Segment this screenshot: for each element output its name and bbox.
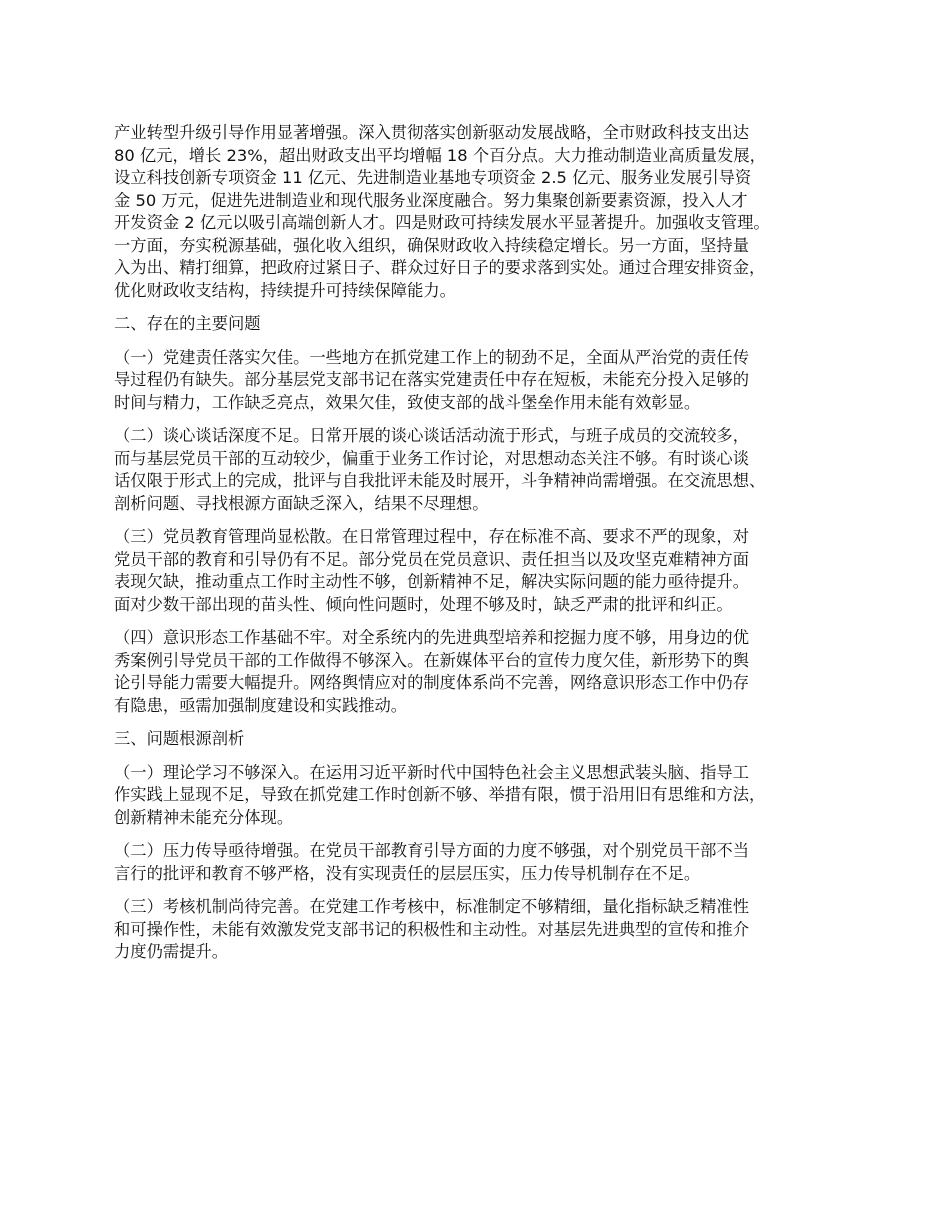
paragraph-line: 导过程仍有缺失。部分基层党支部书记在落实党建责任中存在短板，未能充分投入足够的 — [114, 370, 749, 389]
body-paragraph — [114, 896, 864, 964]
paragraph-line: 和可操作性，未能有效激发党支部书记的积极性和主动性。对基层先进典型的宣传和推介 — [114, 919, 749, 939]
body-paragraph — [114, 762, 864, 830]
body-paragraph — [114, 347, 864, 415]
paragraph-line: （三）考核机制尚待完善。在党建工作考核中，标准制定不够精细，量化指标缺乏精准性 — [114, 897, 749, 916]
paragraph-line: 金 50 万元，促进先进制造业和现代服务业深度融合。努力集聚创新要素资源，投入人才 — [114, 190, 748, 210]
section-heading: 三、问题根源剖析 — [114, 729, 245, 748]
body-paragraph — [114, 122, 864, 302]
paragraph-line: 剖析问题、寻找根源方面缺乏深入，结果不尽理想。 — [114, 493, 489, 513]
paragraph-line: 一方面，夯实税源基础，强化收入组织，确保财政收入持续稳定增长。另一方面，坚持量 — [114, 235, 749, 255]
paragraph-line: 论引导能力需要大幅提升。网络舆情应对的制度体系尚不完善，网络意识形态工作中仍存 — [114, 673, 749, 692]
paragraph-line: 80 亿元，增长 23%，超出财政支出平均增幅 18 个百分点。大力推动制造业高质量发展， — [114, 145, 766, 165]
paragraph-line: 言行的批评和教育不够严格，没有实现责任的层层压实，压力传导机制存在不足。 — [114, 863, 701, 883]
paragraph-line: （一）党建责任落实欠佳。一些地方在抓党建工作上的韧劲不足，全面从严治党的责任传 — [114, 347, 749, 367]
paragraph-line: （三）党员教育管理尚显松散。在日常管理过程中，存在标准不高、要求不严的现象，对 — [114, 527, 749, 546]
paragraph-line: 创新精神未能充分体现。 — [114, 807, 294, 827]
paragraph-line: 话仅限于形式上的完成，批评与自我批评未能及时展开，斗争精神尚需增强。在交流思想、 — [114, 471, 766, 490]
paragraph-line: 表现欠缺，推动重点工作时主动性不够，创新精神不足，解决实际问题的能力亟待提升。 — [114, 572, 749, 591]
body-paragraph — [114, 425, 864, 515]
paragraph-line: 面对少数干部出现的苗头性、倾向性问题时，处理不够及时，缺乏严肃的批评和纠正。 — [114, 594, 733, 614]
paragraph-line: 优化财政收支结构，持续提升可持续保障能力。 — [114, 280, 456, 300]
paragraph-line: 作实践上显现不足，导致在抓党建工作时创新不够、举措有限，惯于沿用旧有思维和方法， — [114, 785, 766, 804]
paragraph-line: 秀案例引导党员干部的工作做得不够深入。在新媒体平台的宣传力度欠佳，新形势下的舆 — [114, 650, 749, 670]
paragraph-line: 而与基层党员干部的互动较少，偏重于业务工作讨论，对思想动态关注不够。有时谈心谈 — [114, 448, 749, 468]
paragraph-line: （二）谈心谈话深度不足。日常开展的谈心谈话活动流于形式，与班子成员的交流较多， — [114, 426, 749, 445]
paragraph-line: 党员干部的教育和引导仍有不足。部分党员在党员意识、责任担当以及攻坚克难精神方面 — [114, 549, 749, 569]
paragraph-line: 开发资金 2 亿元以吸引高端创新人才。四是财政可持续发展水平显著提升。加强收支管理。 — [114, 213, 770, 232]
paragraph-line: 有隐患，亟需加强制度建设和实践推动。 — [114, 695, 408, 715]
section-heading: 二、存在的主要问题 — [114, 314, 261, 333]
body-paragraph — [114, 526, 864, 616]
document-body — [114, 122, 864, 975]
body-paragraph — [114, 840, 864, 885]
paragraph-line: 时间与精力，工作缺乏亮点，效果欠佳，致使支部的战斗堡垒作用未能有效彰显。 — [114, 392, 701, 412]
paragraph-line: 设立科技创新专项资金 11 亿元、先进制造业基地专项资金 2.5 亿元、服务业发展引导资 — [114, 168, 752, 187]
body-paragraph — [114, 627, 864, 717]
paragraph-line: 入为出、精打细算，把政府过紧日子、群众过好日子的要求落到实处。通过合理安排资金， — [114, 258, 766, 277]
paragraph-line: （二）压力传导亟待增强。在党员干部教育引导方面的力度不够强，对个别党员干部不当 — [114, 841, 749, 860]
paragraph-line: （一）理论学习不够深入。在运用习近平新时代中国特色社会主义思想武装头脑、指导工 — [114, 762, 749, 782]
paragraph-line: 产业转型升级引导作用显著增强。深入贯彻落实创新驱动发展战略，全市财政科技支出达 — [114, 123, 749, 142]
paragraph-line: （四）意识形态工作基础不牢。对全系统内的先进典型培养和挖掘力度不够，用身边的优 — [114, 628, 749, 647]
paragraph-line: 力度仍需提升。 — [114, 942, 228, 961]
